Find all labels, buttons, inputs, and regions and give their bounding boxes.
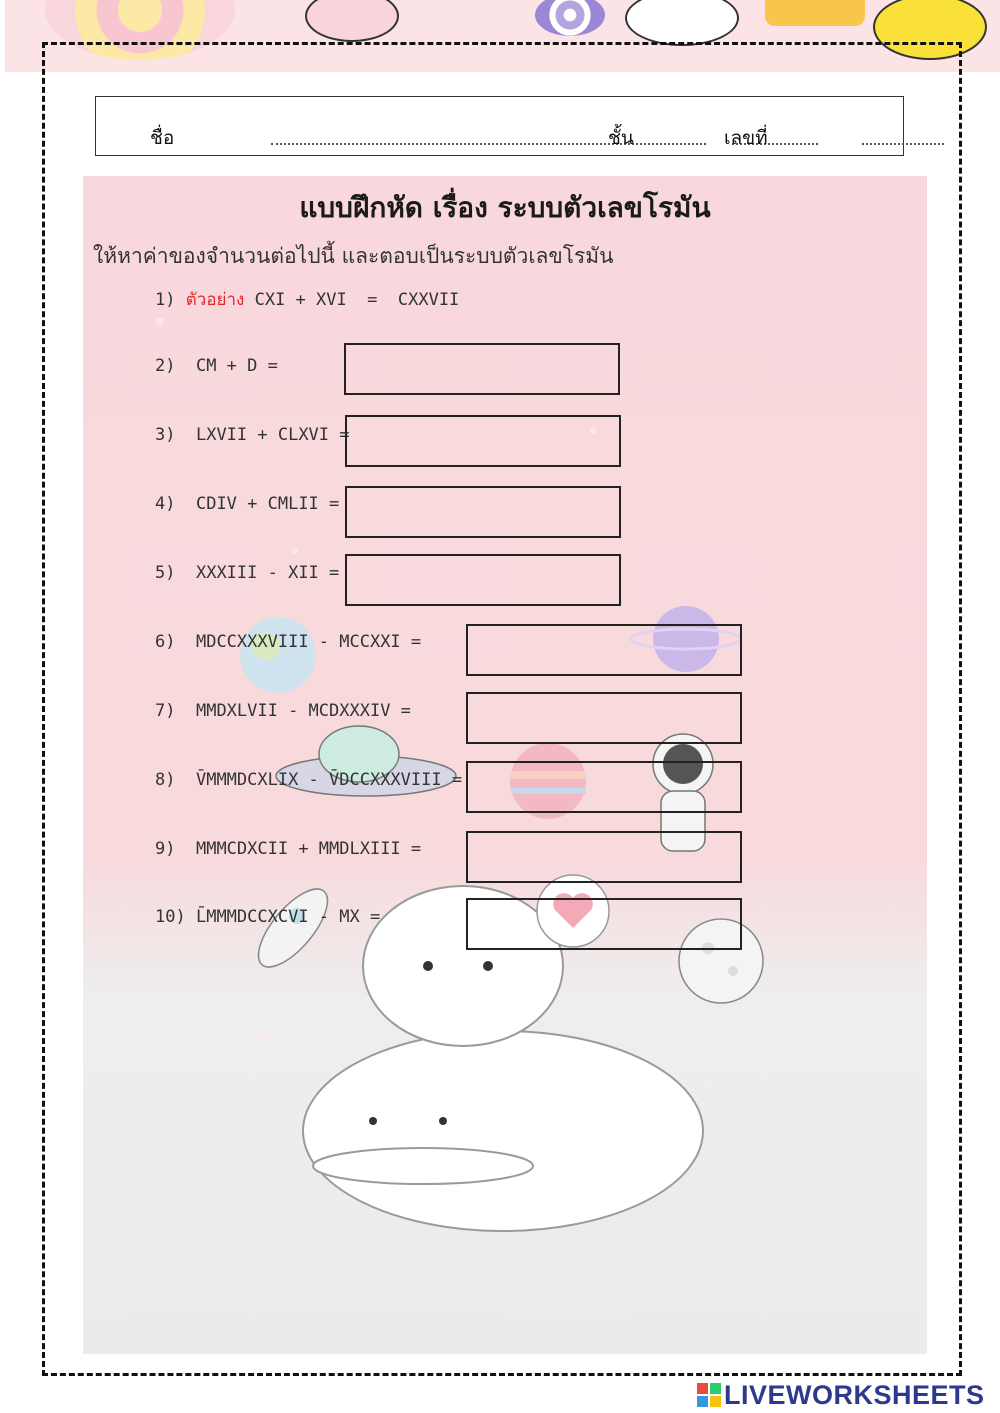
liveworksheets-brand[interactable]: LIVEWORKSHEETS xyxy=(724,1380,985,1410)
question-number: 6) xyxy=(155,632,176,652)
answer-box-4[interactable] xyxy=(345,486,621,538)
question-expression: L̄MMMDCCXCVI - MX = xyxy=(195,907,381,927)
name-label: ชื่อ xyxy=(150,127,175,149)
question-number: 10) xyxy=(155,907,186,927)
question-number: 3) xyxy=(155,425,176,445)
example-number: 1) xyxy=(155,290,176,310)
question-row xyxy=(155,907,380,927)
question-number: 2) xyxy=(155,356,176,376)
question-expression: MMMCDXCII + MMDLXIII = xyxy=(195,839,422,859)
worksheet-panel xyxy=(83,176,927,1354)
question-expression: CM + D = xyxy=(195,356,278,376)
question-row xyxy=(155,632,421,652)
question-row xyxy=(155,425,350,445)
question-row xyxy=(155,701,411,721)
number-field[interactable] xyxy=(862,143,944,145)
pig-sticker xyxy=(305,0,399,42)
worksheet-instruction: ให้หาค่าของจำนวนต่อไปนี้ และตอบเป็นระบบตัวเลขโรมัน xyxy=(93,244,614,268)
question-number: 4) xyxy=(155,494,176,514)
number-label: เลขที่ xyxy=(724,127,768,149)
question-row xyxy=(155,356,278,376)
question-expression: CDIV + CMLII = xyxy=(195,494,340,514)
example-label: ตัวอย่าง xyxy=(185,290,245,310)
answer-box-5[interactable] xyxy=(345,554,621,606)
question-row xyxy=(155,770,462,790)
question-row xyxy=(155,839,421,859)
worksheet-title: แบบฝึกหัด เรื่อง ระบบตัวเลขโรมัน xyxy=(299,191,711,224)
lollipop-sticker xyxy=(535,0,605,36)
answer-box-9[interactable] xyxy=(466,831,742,883)
question-number: 9) xyxy=(155,839,176,859)
answer-box-2[interactable] xyxy=(344,343,620,395)
student-info-box xyxy=(95,96,904,156)
question-row xyxy=(155,563,339,583)
answer-box-10[interactable] xyxy=(466,898,742,950)
question-expression: XXXIII - XII = xyxy=(195,563,340,583)
answer-box-7[interactable] xyxy=(466,692,742,744)
pizza-sticker xyxy=(765,0,865,26)
planet-icon xyxy=(240,617,316,693)
question-row xyxy=(155,494,339,514)
question-expression: MDCCXXXVIII - MCCXXI = xyxy=(195,632,422,652)
question-expression: MMDXLVII - MCDXXXIV = xyxy=(195,701,411,721)
cat-sticker xyxy=(625,0,739,46)
example-row xyxy=(155,286,459,313)
answer-box-8[interactable] xyxy=(466,761,742,813)
question-expression: V̄MMMDCXLIX - V̄DCCXXXVIII = xyxy=(195,770,463,790)
question-expression: LXVII + CLXVI = xyxy=(195,425,350,445)
rocket-icon xyxy=(247,878,339,977)
liveworksheets-logo-icon xyxy=(697,1383,721,1407)
example-expression: CXI + XVI = CXXVII xyxy=(254,290,460,310)
answer-box-3[interactable] xyxy=(345,415,621,467)
answer-box-6[interactable] xyxy=(466,624,742,676)
question-number: 7) xyxy=(155,701,176,721)
question-number: 5) xyxy=(155,563,176,583)
question-number: 8) xyxy=(155,770,176,790)
class-label: ชั้น xyxy=(608,127,634,149)
name-field[interactable] xyxy=(271,143,706,145)
